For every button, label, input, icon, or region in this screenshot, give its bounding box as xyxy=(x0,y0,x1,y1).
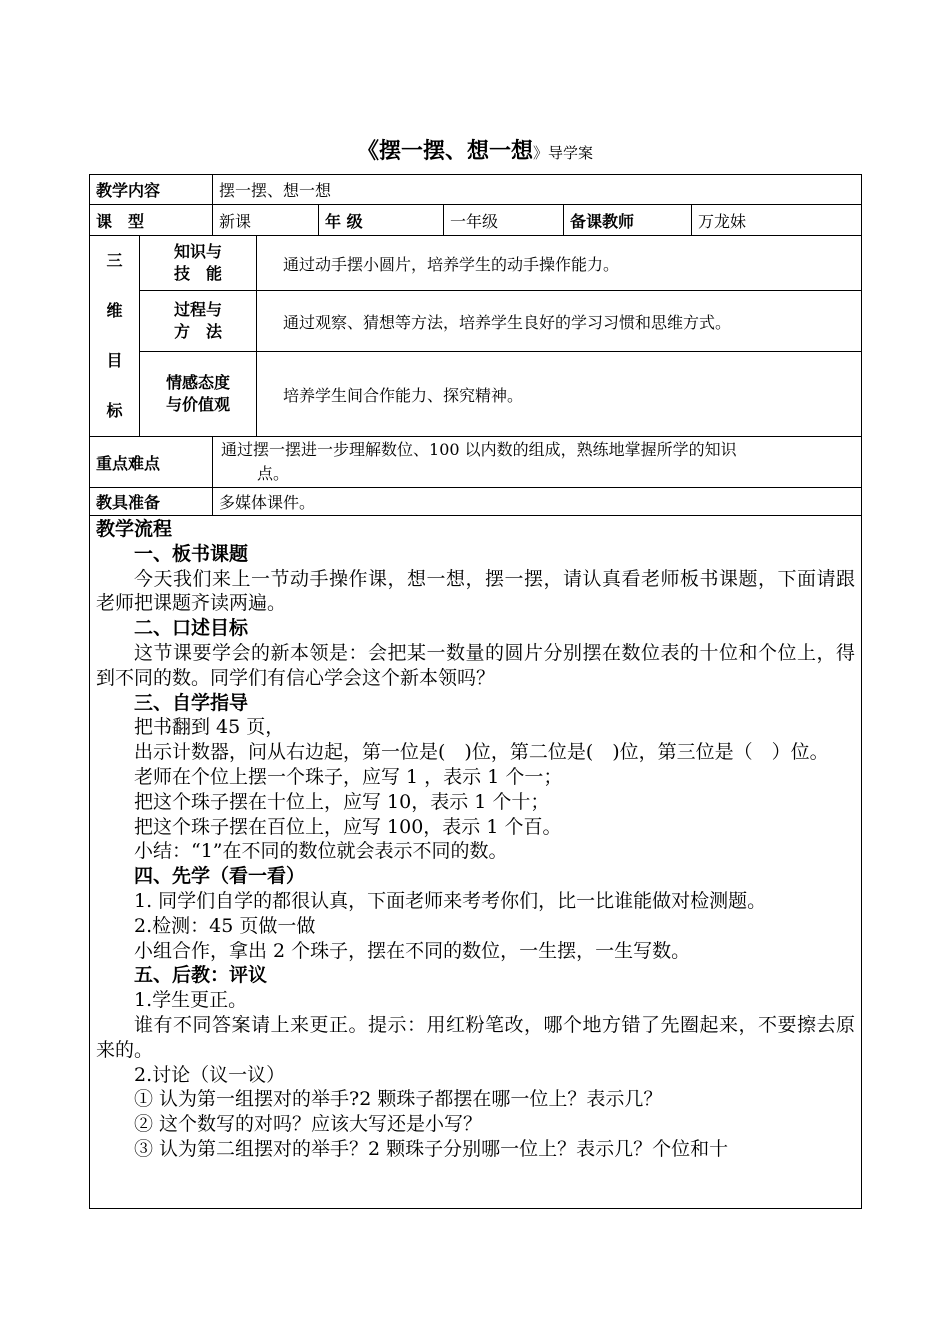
emotion-label-line: 情感态度 xyxy=(166,373,231,393)
title-sub: 》导学案 xyxy=(533,144,594,162)
section-title: 四、先学（看一看） xyxy=(134,865,306,888)
key-text-line: 点。 xyxy=(257,464,290,483)
paragraph: 把这个珠子摆在十位上，应写 10，表示 1 个十； xyxy=(134,790,550,813)
teacher-label: 备课教师 xyxy=(564,205,692,236)
row-process xyxy=(90,291,862,352)
key-label: 重点难点 xyxy=(90,437,213,488)
paragraph: 小组合作，拿出 2 个珠子，摆在不同的数位，一生摆，一生写数。 xyxy=(134,939,691,962)
row-key-points xyxy=(90,437,862,488)
knowledge-text: 通过动手摆小圆片，培养学生的动手操作能力。 xyxy=(257,236,862,291)
flow-heading: 教学流程 xyxy=(96,518,173,540)
paragraph: ③ 认为第二组摆对的举手？2 颗珠子分别哪一位上？表示几？个位和十 xyxy=(134,1137,729,1160)
knowledge-label-line: 技 能 xyxy=(174,264,223,284)
section-title: 一、板书课题 xyxy=(134,542,249,565)
process-label-line: 过程与 xyxy=(174,300,223,320)
process-label xyxy=(140,291,257,352)
paragraph: 2.检测：45 页做一做 xyxy=(134,914,316,937)
row-emotion xyxy=(90,352,862,437)
emotion-text: 培养学生间合作能力、探究精神。 xyxy=(257,352,862,437)
paragraph: 1.学生更正。 xyxy=(134,989,248,1012)
paragraph: 1. 同学们自学的都很认真，下面老师来考考你们，比一比谁能做对检测题。 xyxy=(134,889,767,912)
process-label-line: 方 法 xyxy=(174,322,223,342)
content-label: 教学内容 xyxy=(90,175,213,205)
grade-label: 年 级 xyxy=(319,205,444,236)
section-title: 五、后教：评议 xyxy=(134,964,268,987)
three-dim-goals-label xyxy=(90,236,140,437)
row-type xyxy=(90,205,862,236)
tools-label: 教具准备 xyxy=(90,488,213,516)
three-dim-char: 三 xyxy=(106,251,123,270)
type-value: 新课 xyxy=(213,205,319,236)
paragraph: 今天我们来上一节动手操作课，想一想，摆一摆，请认真看老师板书课题，下面请跟老师把课题齐读两遍。 xyxy=(96,567,856,615)
row-content xyxy=(90,175,862,205)
three-dim-char: 维 xyxy=(106,301,123,320)
type-label: 课 型 xyxy=(90,205,213,236)
paragraph: 小结：“1”在不同的数位就会表示不同的数。 xyxy=(134,840,508,863)
key-text-line: 通过摆一摆进一步理解数位、100 以内数的组成，熟练地掌握所学的知识 xyxy=(221,440,737,459)
title-main: 《摆一摆、想一想 xyxy=(356,138,533,164)
paragraph: 老师在个位上摆一个珠子，应写 1 ，表示 1 个一； xyxy=(134,765,563,788)
paragraph: ② 这个数写的对吗？应该大写还是小写？ xyxy=(134,1113,483,1136)
teaching-flow xyxy=(96,517,855,1207)
paragraph: 把书翻到 45 页， xyxy=(134,716,285,739)
row-knowledge xyxy=(90,236,862,291)
emotion-label-line: 与价值观 xyxy=(166,395,231,415)
document-title xyxy=(0,134,950,165)
process-text: 通过观察、猜想等方法，培养学生良好的学习习惯和思维方式。 xyxy=(257,291,862,352)
three-dim-char: 标 xyxy=(106,401,123,420)
knowledge-label xyxy=(140,236,257,291)
row-tools xyxy=(90,488,862,516)
three-dim-char: 目 xyxy=(106,351,123,370)
teacher-value: 万龙妹 xyxy=(692,205,862,236)
paragraph: 把这个珠子摆在百位上，应写 100，表示 1 个百。 xyxy=(134,815,562,838)
emotion-label xyxy=(140,352,257,437)
tools-value: 多媒体课件。 xyxy=(213,488,862,516)
paragraph: 这节课要学会的新本领是：会把某一数量的圆片分别摆在数位表的十位和个位上，得到不同的数。同学们有信心学会这个新本领吗？ xyxy=(96,641,856,689)
paragraph: ① 认为第一组摆对的举手?2 颗珠子都摆在哪一位上？表示几？ xyxy=(134,1088,663,1111)
teaching-flow-cell xyxy=(90,516,862,1209)
row-teaching-flow xyxy=(90,516,862,1209)
key-text xyxy=(213,437,862,488)
lesson-plan-table xyxy=(89,174,862,1209)
grade-value: 一年级 xyxy=(444,205,564,236)
paragraph: 谁有不同答案请上来更正。提示：用红粉笔改，哪个地方错了先圈起来，不要擦去原来的。 xyxy=(96,1013,856,1061)
paragraph: 2.讨论（议一议） xyxy=(134,1063,286,1086)
section-title: 三、自学指导 xyxy=(134,691,249,714)
content-value: 摆一摆、想一想 xyxy=(213,175,862,205)
paragraph: 出示计数器，问从右边起，第一位是( )位，第二位是( )位，第三位是（ ）位。 xyxy=(134,741,829,764)
section-title: 二、口述目标 xyxy=(134,617,249,640)
knowledge-label-line: 知识与 xyxy=(174,242,223,262)
